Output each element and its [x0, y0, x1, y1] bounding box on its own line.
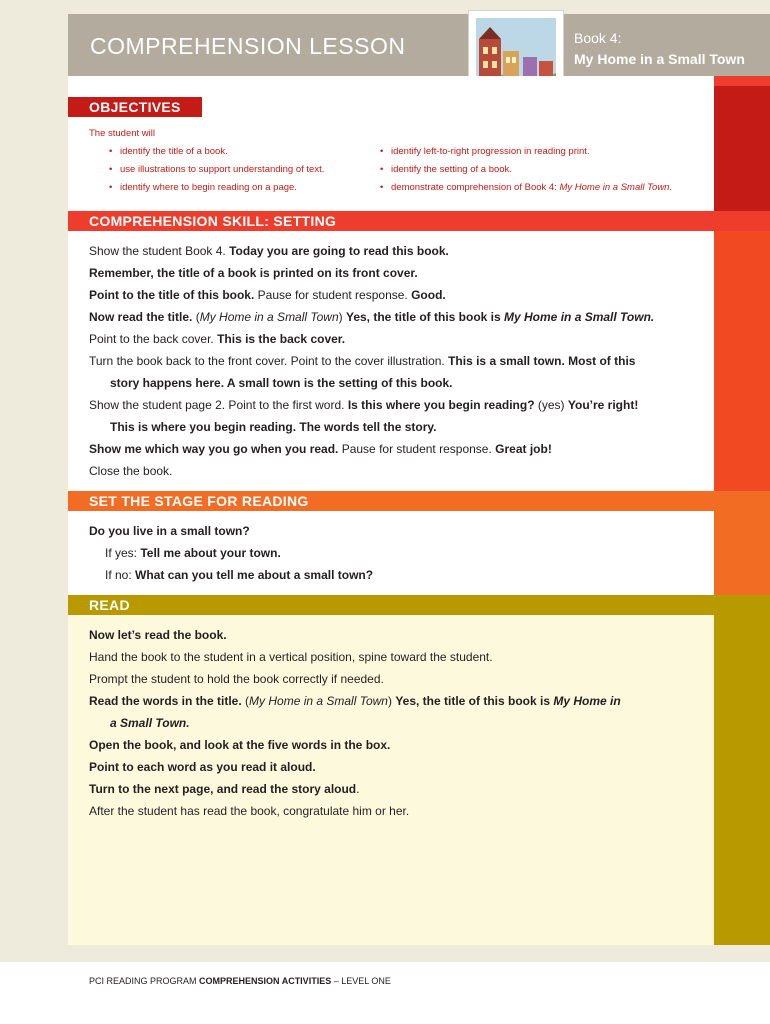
line-text: Prompt the student to hold the book correctly if needed. [89, 672, 384, 686]
line-text: ) [338, 310, 346, 324]
line-bold-italic: My Home in a Small Town. [504, 310, 655, 324]
lesson-line [89, 778, 621, 800]
line-text: Show the student page 2. Point to the first word. [89, 398, 348, 412]
line-italic: My Home in a Small Town [249, 694, 388, 708]
lesson-line [89, 306, 654, 328]
lesson-line [89, 416, 654, 438]
comprehension-side-strip [714, 231, 770, 491]
page-footer [89, 976, 391, 986]
lesson-line [89, 328, 654, 350]
line-bold: Yes, the title of this book is [345, 310, 505, 324]
objective-book-title: My Home in a Small Town. [559, 182, 673, 193]
lesson-line [89, 756, 621, 778]
book-number: Book 4: [574, 30, 622, 46]
footer-bar [0, 962, 770, 1024]
line-bold: Great job! [495, 442, 552, 456]
line-bold: Point to the title of this book. [89, 288, 255, 302]
line-bold: Do you live in a small town? [89, 524, 250, 538]
line-text: Pause for student response. [254, 288, 412, 302]
lesson-line [89, 712, 621, 734]
lesson-line [89, 646, 621, 668]
read-lines [89, 624, 621, 822]
line-bold: Is this where you begin reading? [347, 398, 535, 412]
footer-program: PCI READING PROGRAM [89, 976, 200, 986]
line-bold: Show me which way you go when you read. [89, 442, 339, 456]
line-bold: What can you tell me about a small town? [135, 568, 374, 582]
line-text: If yes: [105, 546, 141, 560]
read-heading: READ [68, 595, 770, 615]
lesson-line [89, 734, 621, 756]
objective-item: • identify the setting of a book. [380, 164, 672, 182]
line-bold: Remember, the title of a book is printed on its front cover. [89, 266, 418, 280]
objective-item: • identify left-to-right progression in reading print. [380, 146, 672, 164]
line-bold: Read the words in the title. [89, 694, 242, 708]
line-text: Show the student Book 4. [89, 244, 230, 258]
page-title: COMPREHENSION LESSON [90, 33, 406, 59]
set-the-stage-heading: SET THE STAGE FOR READING [68, 491, 770, 511]
line-bold: This is where you begin reading. The words tell the story. [110, 420, 437, 434]
lesson-line [89, 668, 621, 690]
line-text: ) [387, 694, 396, 708]
read-side-strip [714, 615, 770, 945]
lesson-line [89, 690, 621, 712]
book-title: My Home in a Small Town [574, 51, 745, 67]
line-italic: My Home in a Small Town [199, 310, 339, 324]
line-bold: Tell me about your town. [140, 546, 281, 560]
objectives-list-left [109, 146, 324, 200]
line-bold: story happens here. A small town is the setting of this book. [110, 376, 453, 390]
line-bold: Turn to the next page, and read the story aloud [89, 782, 357, 796]
lesson-line [89, 460, 654, 482]
lesson-line [89, 350, 654, 372]
line-text: Point to the back cover. [89, 332, 218, 346]
line-text: Turn the book back to the front cover. Point to the cover illustration. [89, 354, 449, 368]
comprehension-skill-lines [89, 240, 654, 482]
footer-activities: COMPREHENSION ACTIVITIES [199, 976, 332, 986]
line-bold: You’re right! [567, 398, 639, 412]
line-bold: Now read the title. [89, 310, 193, 324]
line-text: Hand the book to the student in a vertical position, spine toward the student. [89, 650, 493, 664]
lesson-line [89, 240, 654, 262]
line-bold-italic: My Home in [553, 694, 621, 708]
lesson-line [89, 284, 654, 306]
line-text: If no: [105, 568, 136, 582]
line-text: ( [192, 310, 200, 324]
line-text: After the student has read the book, congratulate him or her. [89, 804, 410, 818]
lesson-line [89, 624, 621, 646]
line-text: . [356, 782, 360, 796]
lesson-line [89, 564, 373, 586]
line-bold: This is the back cover. [217, 332, 346, 346]
line-bold: Yes, the title of this book is [395, 694, 554, 708]
objective-item: • identify where to begin reading on a page. [109, 182, 324, 200]
objective-item: • use illustrations to support understanding of text. [109, 164, 324, 182]
comprehension-skill-heading: COMPREHENSION SKILL: SETTING [68, 211, 770, 231]
line-text: Pause for student response. [338, 442, 496, 456]
objectives-intro: The student will [89, 128, 156, 139]
line-bold: Open the book, and look at the five words in the box. [89, 738, 391, 752]
objectives-side-strip [714, 76, 770, 212]
line-text: (yes) [534, 398, 568, 412]
stage-side-strip [714, 511, 770, 595]
line-bold: This is a small town. Most of this [448, 354, 636, 368]
line-text: Close the book. [89, 464, 173, 478]
line-bold: Now let’s read the book. [89, 628, 227, 642]
line-bold: Point to each word as you read it aloud. [89, 760, 316, 774]
lesson-line [89, 262, 654, 284]
footer-level: – LEVEL ONE [331, 976, 391, 986]
lesson-line [89, 372, 654, 394]
objective-item: • identify the title of a book. [109, 146, 324, 164]
objectives-heading: OBJECTIVES [68, 97, 202, 117]
objective-item [380, 182, 672, 200]
lesson-line [89, 800, 621, 822]
objective-text: demonstrate comprehension of Book 4: [391, 182, 560, 193]
line-bold-italic: a Small Town. [110, 716, 190, 730]
set-the-stage-lines [89, 520, 373, 586]
line-bold: Good. [411, 288, 446, 302]
lesson-line [89, 438, 654, 460]
lesson-line [89, 520, 373, 542]
lesson-line [89, 394, 654, 416]
line-text: ( [241, 694, 250, 708]
objectives-list-right [380, 146, 672, 200]
line-bold: Today you are going to read this book. [229, 244, 449, 258]
lesson-line [89, 542, 373, 564]
